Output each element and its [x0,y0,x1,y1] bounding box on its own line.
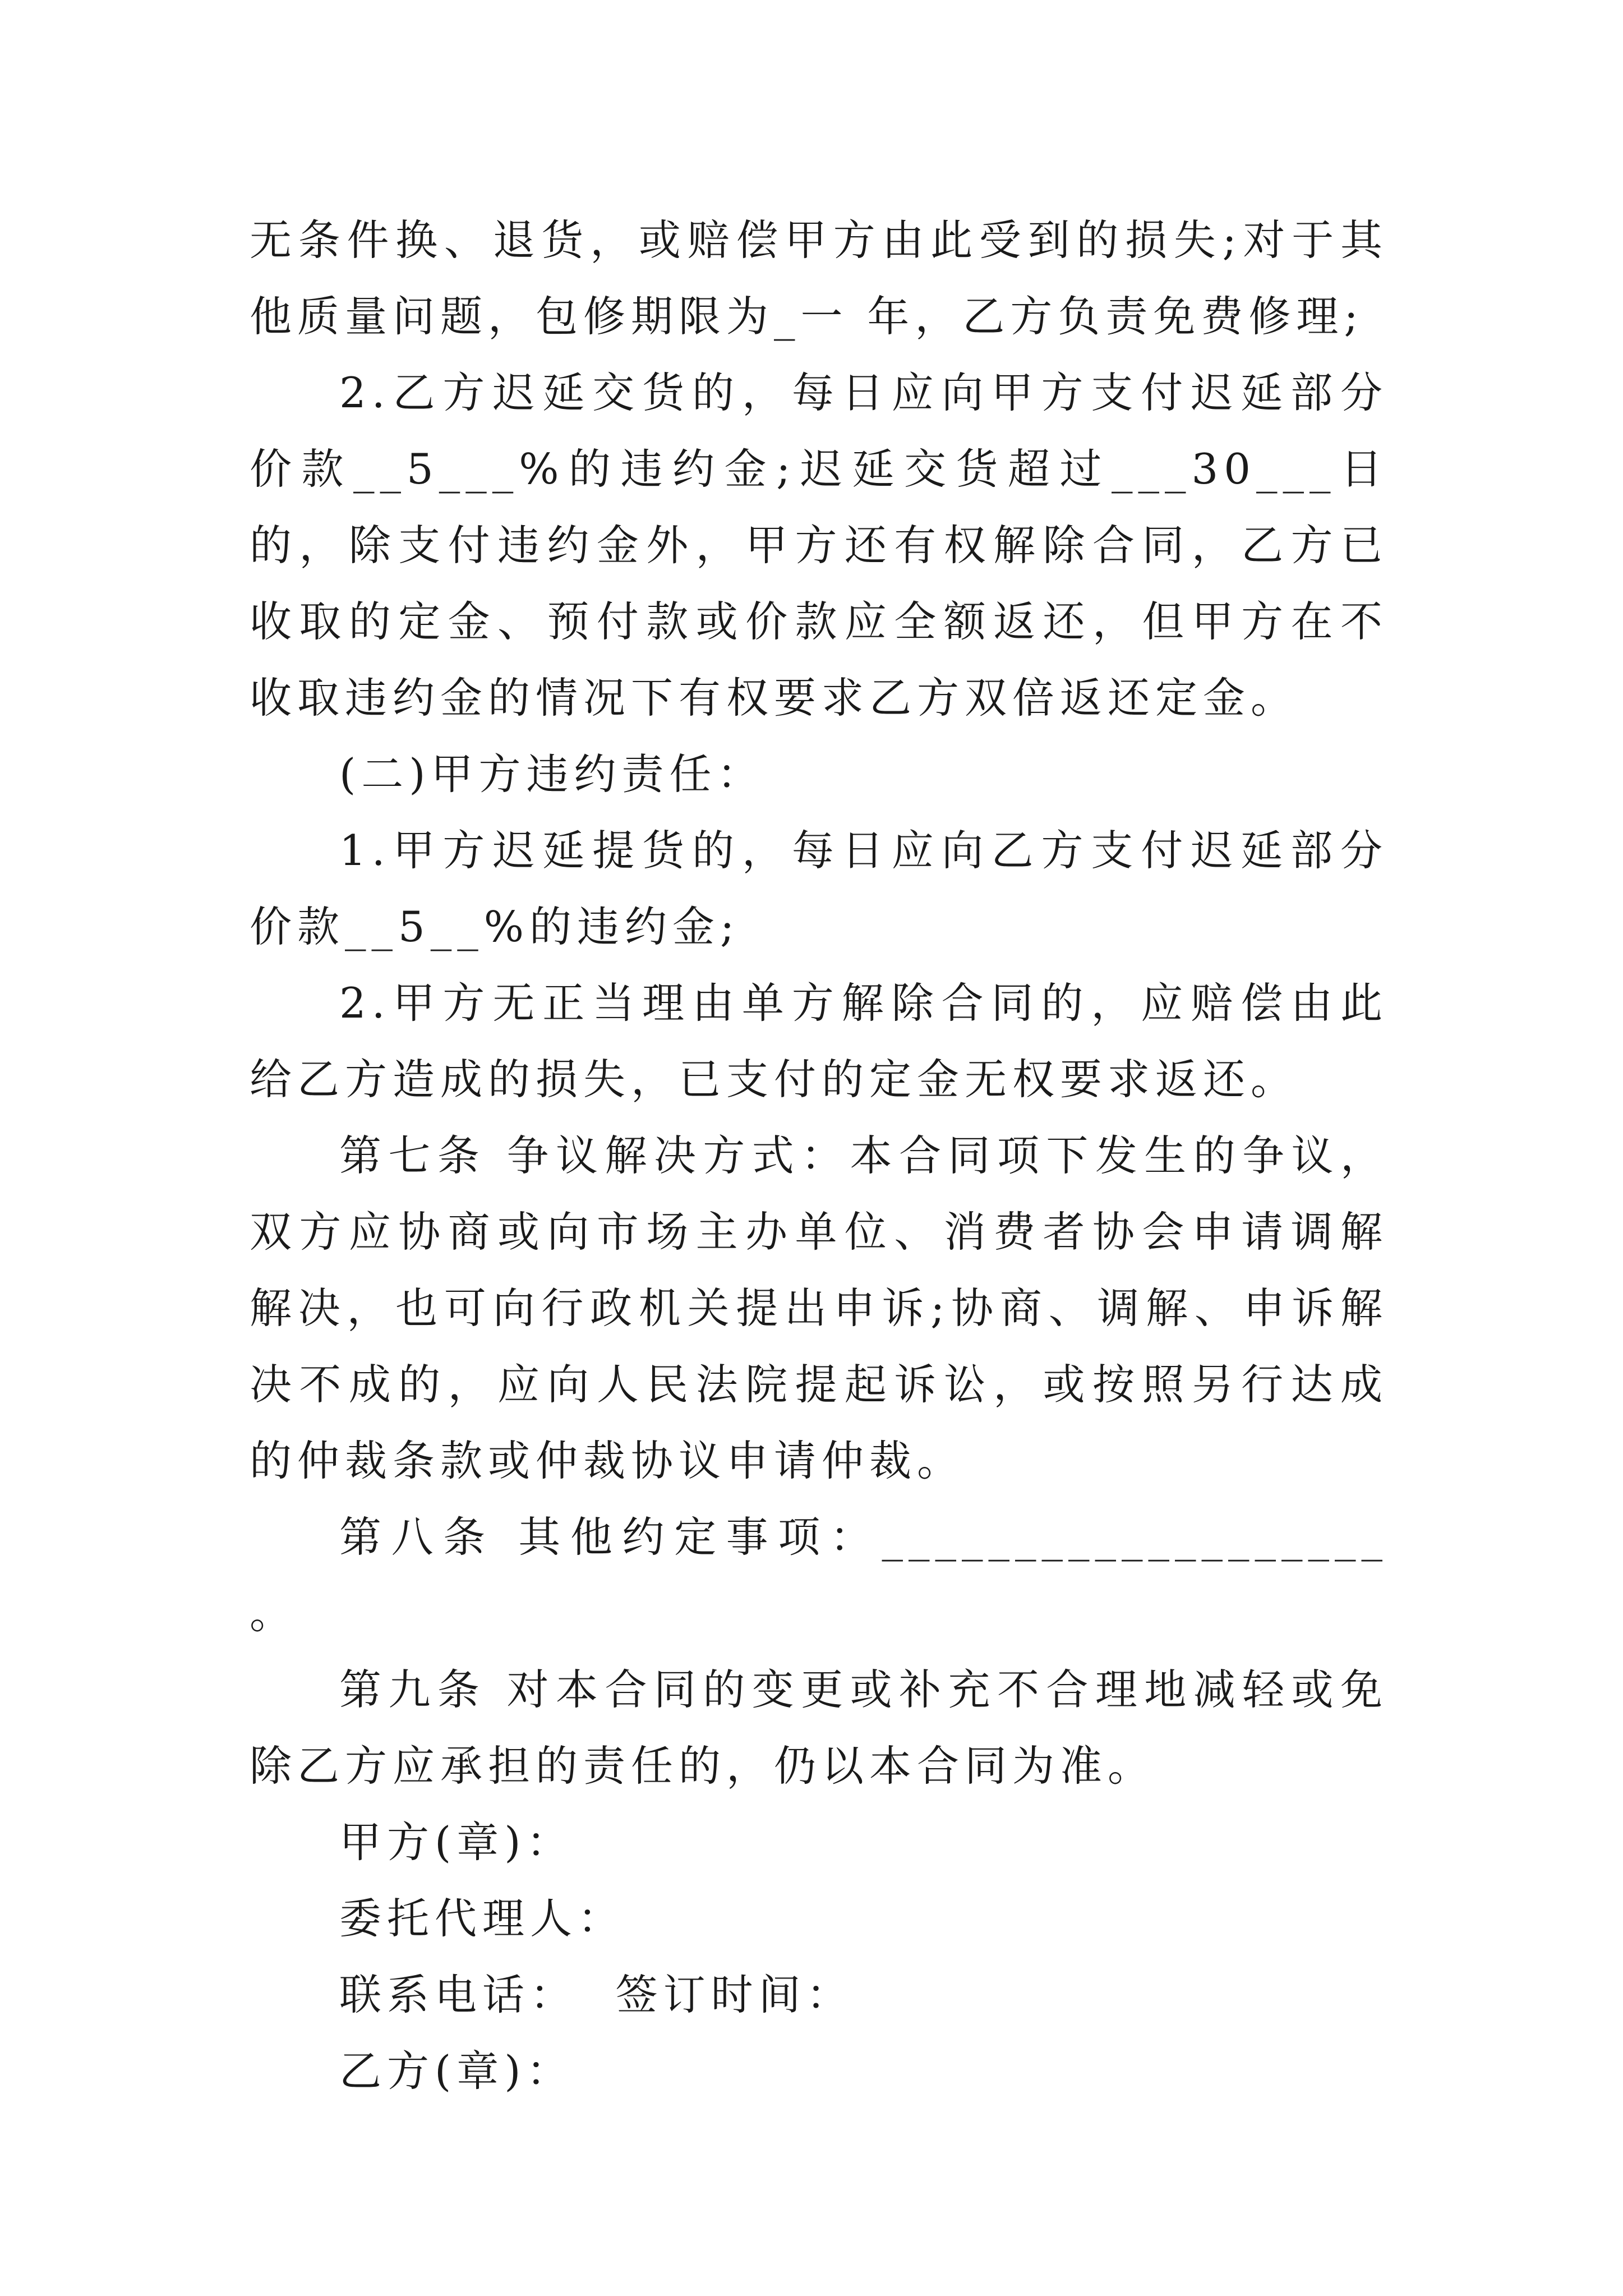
article-8-other-matters: 第八条 其他约定事项：___________________ 。 [250,1512,1388,1638]
party-a-seal: 甲方(章)： [339,1818,574,1867]
paragraph-seller-late-delivery: 2.乙方迟延交货的，每日应向甲方支付迟延部分价款__5___%的违约金;迟延交货超过___30___日的，除支付违约金外，甲方还有权解除合同，乙方已收取的定金、预付款或价款应全额返还，但甲方在不收取违约金的情况下有权要求乙方双倍返还定金。 [250,368,1388,723]
paragraph-buyer-late-pickup: 1.甲方迟延提货的，每日应向乙方支付迟延部分价款__5__%的违约金; [250,826,1388,951]
contract-page [250,202,1388,2109]
authorized-agent: 委托代理人： [339,1894,626,1943]
contact-and-sign-date: 联系电话： 签订时间： [339,1970,854,2019]
paragraph-buyer-termination: 2.甲方无正当理由单方解除合同的，应赔偿由此给乙方造成的损失，已支付的定金无权要求返还。 [250,978,1388,1104]
signature-block [250,1804,1388,2109]
party-b-seal: 乙方(章)： [339,2046,574,2096]
article-7-dispute-resolution: 第七条 争议解决方式：本合同项下发生的争议，双方应协商或向市场主办单位、消费者协会申请调解解决，也可向行政机关提出申诉;协商、调解、申诉解决不成的，应向人民法院提起诉讼，或按照另行达成的仲裁条款或仲裁协议申请仲裁。 [250,1131,1388,1485]
paragraph-quality-warranty: 无条件换、退货，或赔偿甲方由此受到的损失;对于其他质量问题，包修期限为_一 年，乙方负责免费修理; [250,215,1388,341]
article-9-amendments: 第九条 对本合同的变更或补充不合理地减轻或免除乙方应承担的责任的，仍以本合同为准。 [250,1665,1388,1791]
heading-buyer-liability: (二)甲方违约责任： [339,749,765,799]
